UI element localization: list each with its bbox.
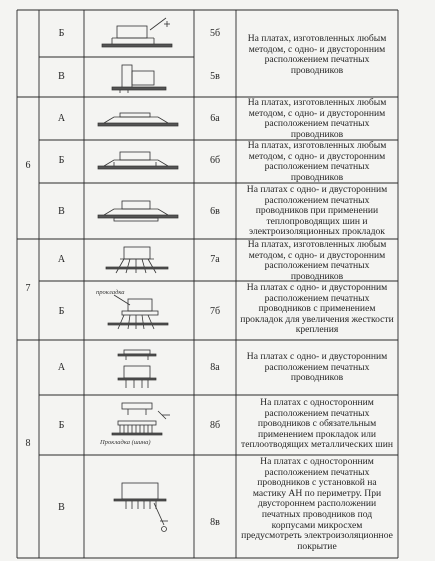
variant-letter: В [58, 206, 65, 217]
mounting-sketch-5v [84, 57, 194, 97]
description-7a: На платах, изготовленных любым методом, с одно- и двусторонним расположением печатных проводников [247, 239, 387, 282]
mounting-sketch-7b [84, 281, 194, 340]
variant-letter: Б [58, 306, 65, 317]
variant-code: 8а [210, 362, 220, 373]
variant-code: 6б [209, 155, 221, 166]
mounting-sketch-5b [84, 10, 194, 57]
description-6a: На платах, изготовленных любым методом, с одно- и двусторонним расположением печатных проводников [247, 97, 387, 140]
group-number-7: 7 [25, 283, 31, 294]
group-number-6: 6 [25, 160, 31, 171]
variant-code: 6в [210, 206, 220, 217]
variant-code: 6а [210, 113, 220, 124]
description-8b: На платах с односторонним расположением печатных проводников с обязательным применением прокладок или теплоотводящих металлических шин [241, 397, 393, 451]
description-8a: На платах с одно- и двусторонним расположением печатных проводников [246, 351, 388, 384]
variant-letter: В [58, 71, 65, 82]
variant-letter: А [57, 254, 66, 265]
variant-code: 5б [209, 28, 221, 39]
mounting-sketch-8a [84, 340, 194, 395]
group-number-8: 8 [25, 438, 31, 449]
annotation-prokladka-shina: Прокладка (шина) [100, 439, 151, 446]
mounting-sketch-7a [84, 239, 194, 281]
variant-code: 8б [209, 420, 221, 431]
mounting-sketch-8v [84, 455, 194, 558]
description-6v: На платах с одно- и двусторонним расположением печатных проводников при применении теплопроводящих шин и электроизоляционных прокладок [246, 184, 388, 238]
variant-letter: А [57, 113, 66, 124]
description-7b: На платах с одно- и двусторонним расположением печатных проводников с применением прокладок для увеличения жесткости крепления [240, 282, 394, 336]
description-8v: На платах с односторонним расположением печатных проводников с установкой на мастику АН по периметру. При двустороннем расположении печатных проводников под корпусами микросхем предусмотреть электроизоляционное покрытие [241, 456, 393, 552]
variant-code: 5в [210, 71, 220, 82]
description-6b: На платах, изготовленных любым методом, с одно- и двусторонним расположением печатных проводников [247, 140, 387, 183]
variant-letter: Б [58, 155, 65, 166]
variant-letter: В [58, 502, 65, 513]
variant-letter: Б [58, 420, 65, 431]
mounting-sketch-8b [84, 395, 194, 455]
variant-code: 8в [210, 517, 220, 528]
description-5: На платах, изготовленных любым методом, с одно- и двусторонним расположением печатных проводников [247, 33, 387, 76]
variant-code: 7а [210, 254, 220, 265]
mounting-sketch-6a [84, 97, 194, 140]
variant-letter: Б [58, 28, 65, 39]
variant-code: 7б [209, 306, 221, 317]
annotation-prokladka: прокладка [96, 289, 125, 296]
mounting-sketch-6v [84, 183, 194, 239]
variant-letter: А [57, 362, 66, 373]
mounting-sketch-6b [84, 140, 194, 183]
